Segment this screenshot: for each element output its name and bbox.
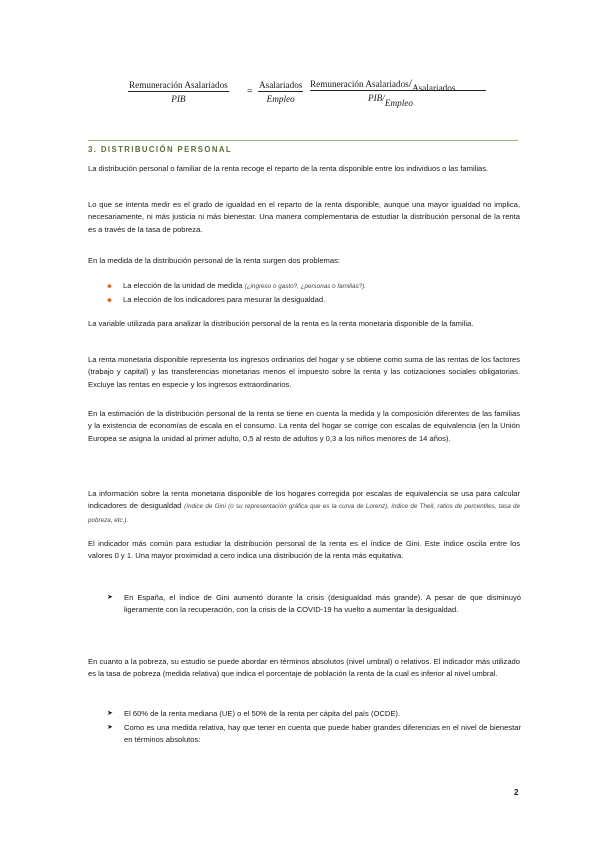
arrow-item-3 bbox=[107, 722, 521, 747]
big-numerator-slash: / bbox=[408, 76, 413, 90]
big-numerator-b: Asalariados bbox=[412, 83, 456, 93]
big-denominator-b: Empleo bbox=[384, 98, 413, 108]
paragraph-7-text: La información sobre la renta monetaria disponible de los hogares corregida por escalas de equivalencia se usa para calcular indicadores de desigualdad bbox=[88, 489, 520, 511]
big-denominator-a: PIB bbox=[368, 93, 383, 103]
bullet-1-text: La elección de la unidad de medida bbox=[123, 281, 245, 290]
paragraph-2: Lo que se intenta medir es el grado de igualdad en el reparto de la renta disponible, aunque una mayor igualdad no implica, necesariamente, ni más justicia ni más bienestar. Una manera complementaria de estudiar la distribución personal de la renta es a través de la tasa de pobreza. bbox=[88, 200, 520, 234]
paragraph-7 bbox=[88, 488, 520, 527]
bullet-2-text: La elección de los indicadores para mesurar la desigualdad. bbox=[123, 295, 326, 304]
arrow-bullet-icon: ➤ bbox=[107, 710, 113, 717]
arrow-bullet-icon: ➤ bbox=[107, 724, 113, 731]
arrow-item-2 bbox=[107, 708, 521, 720]
bullet-1-note: (¿ingreso o gasto?, ¿personas o familias?). bbox=[244, 283, 367, 290]
arrow-bullet-icon: ➤ bbox=[107, 594, 113, 601]
paragraph-4: La variable utilizada para analizar la distribución personal de la renta es la renta monetaria disponible de la familia. bbox=[88, 319, 474, 328]
paragraph-3: En la medida de la distribución personal de la renta surgen dos problemas: bbox=[88, 256, 341, 265]
big-denominator-slash: / bbox=[382, 93, 385, 103]
mid-denominator: Empleo bbox=[266, 94, 295, 104]
bullet-item-1 bbox=[107, 280, 366, 293]
section-divider bbox=[88, 140, 518, 141]
paragraph-6: En la estimación de la distribución personal de la renta se tiene en cuenta la medida y la composición diferentes de las familias y la existencia de economías de escala en el consumo. La renta del hogar se corrige con escalas de equivalencia (en la Unión Europea se asigna la unidad al primer adulto, 0,5 al resto de adultos y 0,3 a los niños menores de 14 años). bbox=[88, 409, 520, 443]
labor-share-formula bbox=[128, 76, 488, 116]
arrow-item-1-text: En España, el índice de Gini aumentó durante la crisis (desigualdad más grande). A pesar de que disminuyó ligeramente con la recuperación, con la crisis de la COVID-19 ha vuelto a aumentar la desigualdad. bbox=[124, 593, 521, 615]
big-fraction-bar bbox=[310, 90, 486, 91]
section-title: 3. DISTRIBUCIÓN PERSONAL bbox=[88, 145, 233, 154]
lhs-denominator: PIB bbox=[171, 94, 186, 104]
arrow-item-3-text: Como es una medida relativa, hay que tener en cuenta que puede haber grandes diferencias en el nivel de bienestar en términos absolutos: bbox=[124, 723, 521, 745]
equals-sign: = bbox=[247, 86, 253, 97]
page-number: 2 bbox=[514, 788, 519, 797]
arrow-item-2-text: El 60% de la renta mediana (UE) o el 50% de la renta per cápita del país (OCDE). bbox=[124, 709, 401, 718]
lhs-fraction bbox=[128, 80, 229, 104]
mid-numerator: Asalariados bbox=[259, 80, 303, 90]
paragraph-5: La renta monetaria disponible representa los ingresos ordinarios del hogar y se obtiene como suma de las rentas de los factores (trabajo y capital) y las transferencias monetarias menos el impuesto sobre la renta y las cotizaciones sociales obligatorias. Excluye las rentas en especie y los ingresos extraordinarios. bbox=[88, 355, 520, 389]
mid-fraction bbox=[258, 80, 303, 104]
big-numerator bbox=[310, 76, 455, 91]
bullet-icon: ⬥ bbox=[107, 297, 112, 304]
bullet-item-2 bbox=[107, 294, 325, 307]
big-numerator-a: Remuneración Asalariados bbox=[310, 79, 409, 89]
bullet-icon: ⬥ bbox=[107, 283, 112, 290]
big-denominator bbox=[368, 93, 413, 108]
paragraph-9: En cuanto a la pobreza, su estudio se puede abordar en términos absolutos (nivel umbral) o relativos. El indicador más utilizado es la tasa de pobreza (medida relativa) que indica el porcentaje de población la renta de la cual es inferior al nivel umbral. bbox=[88, 657, 520, 679]
paragraph-7-note: (índice de Gini (o su representación gráfica que es la curva de Lorenz), índice de Theil, ratios de percentiles, tasa de pobreza, etc.). bbox=[88, 503, 520, 524]
paragraph-1: La distribución personal o familiar de la renta recoge el reparto de la renta disponible entre los individuos o las familias. bbox=[88, 164, 489, 173]
paragraph-8: El indicador más común para estudiar la distribución personal de la renta es el índice de Gini. Este índice oscila entre los valores 0 y 1. Una mayor proximidad a cero indica una distribución de la renta más equitativa. bbox=[88, 539, 520, 561]
lhs-numerator: Remuneración Asalariados bbox=[129, 80, 228, 90]
arrow-item-1 bbox=[107, 592, 521, 617]
